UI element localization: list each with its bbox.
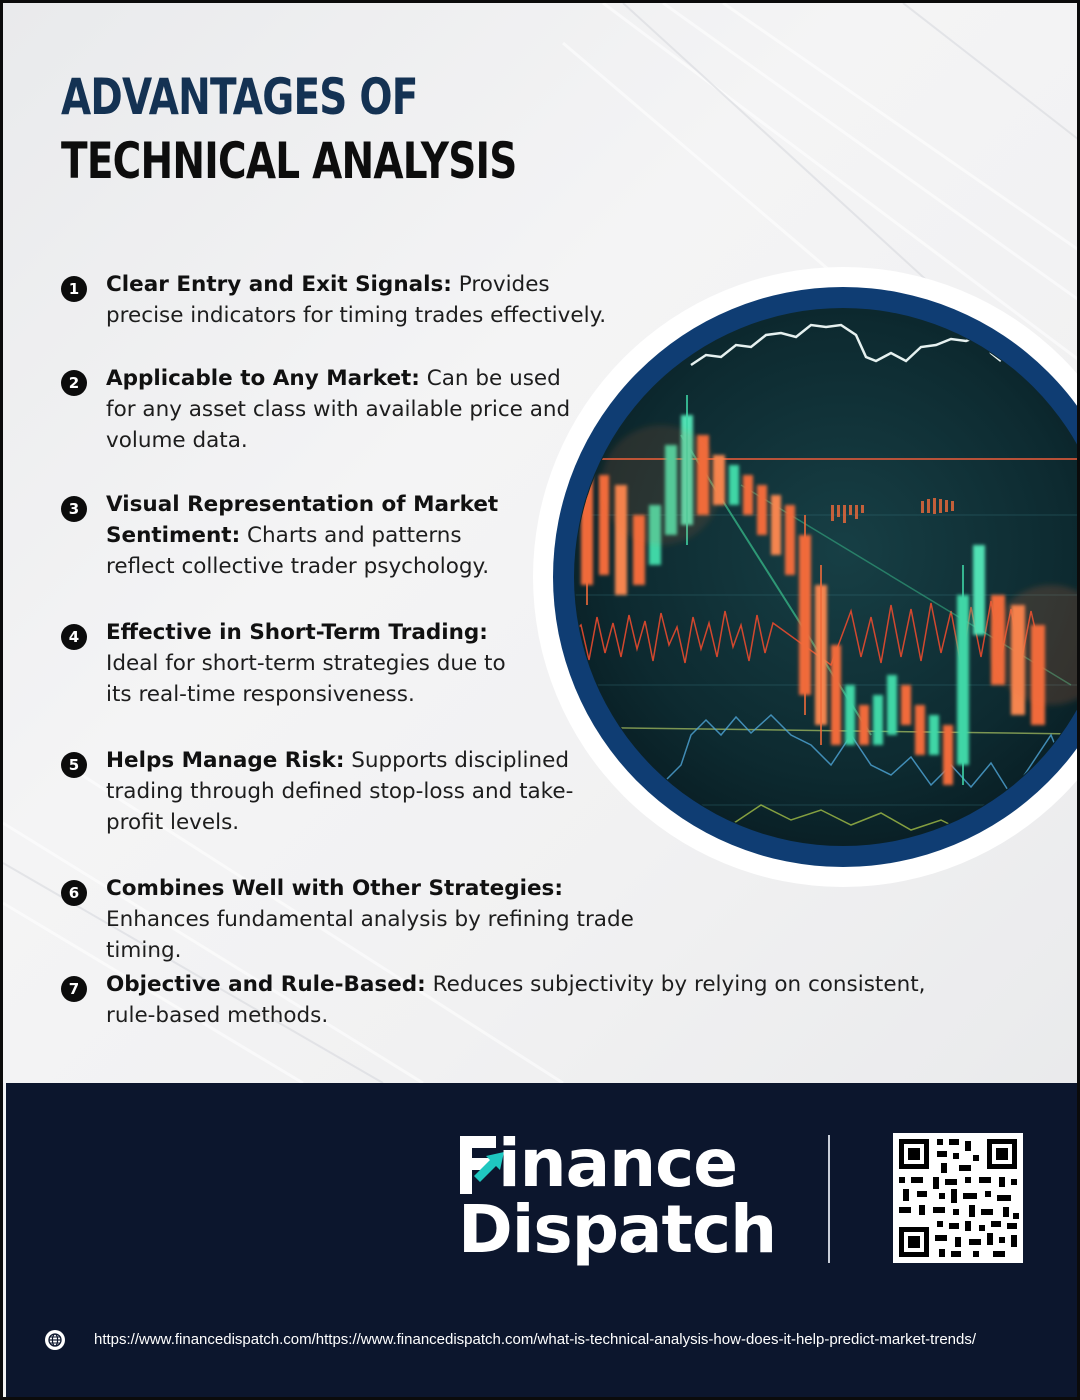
chart-photo-circle <box>531 265 1080 889</box>
number-badge: 2 <box>61 370 87 396</box>
item-text: Can be used for any asset class with available price and volume data. <box>106 366 571 453</box>
number-badge: 4 <box>61 624 87 650</box>
number-badge: 3 <box>61 496 87 522</box>
item-heading: Combines Well with Other Strategies: <box>106 876 563 901</box>
finance-dispatch-logo[interactable] <box>458 1125 778 1281</box>
logo-line-2: Dispatch <box>458 1191 777 1268</box>
number-badge: 5 <box>61 752 87 778</box>
url-row <box>44 1329 1074 1353</box>
item-heading: Clear Entry and Exit Signals: <box>106 272 452 297</box>
list-item <box>61 363 576 456</box>
item-text: Charts and patterns reflect collective trader psychology. <box>106 523 490 579</box>
item-text: Enhances fundamental analysis by refining trade timing. <box>106 907 634 963</box>
item-text: Provides precise indicators for timing trades effectively. <box>106 272 607 328</box>
source-url-link[interactable]: https://www.financedispatch.com/https://www.financedispatch.com/what-is-technical-analysis-how-does-it-help-predict-market-trends/ <box>94 1331 977 1348</box>
item-heading: Applicable to Any Market: <box>106 366 420 391</box>
list-item <box>61 969 946 1031</box>
page-title <box>61 65 517 193</box>
number-badge: 7 <box>61 976 87 1002</box>
number-badge: 6 <box>61 880 87 906</box>
list-item <box>61 489 526 582</box>
trading-chart-image <box>531 265 1080 889</box>
title-line-2: TECHNICAL ANALYSIS <box>61 132 517 190</box>
item-heading: Helps Manage Risk: <box>106 748 345 773</box>
item-heading: Effective in Short-Term Trading: <box>106 620 488 645</box>
list-item <box>61 745 576 838</box>
logo-line-1: inance <box>498 1125 738 1202</box>
item-text: Reduces subjectivity by relying on consistent, rule-based methods. <box>106 972 926 1028</box>
qr-code[interactable] <box>893 1133 1023 1263</box>
item-heading: Objective and Rule-Based: <box>106 972 426 997</box>
footer <box>6 1083 1080 1400</box>
item-text: Ideal for short-term strategies due to its real-time responsiveness. <box>106 651 506 707</box>
divider <box>828 1135 830 1263</box>
number-badge: 1 <box>61 276 87 302</box>
globe-icon <box>44 1329 66 1351</box>
title-line-1: ADVANTAGES OF <box>61 68 418 126</box>
item-text: Supports disciplined trading through defined stop-loss and take-profit levels. <box>106 748 574 835</box>
list-item <box>61 617 536 710</box>
item-heading: Visual Representation of Market Sentiment: <box>106 492 499 548</box>
